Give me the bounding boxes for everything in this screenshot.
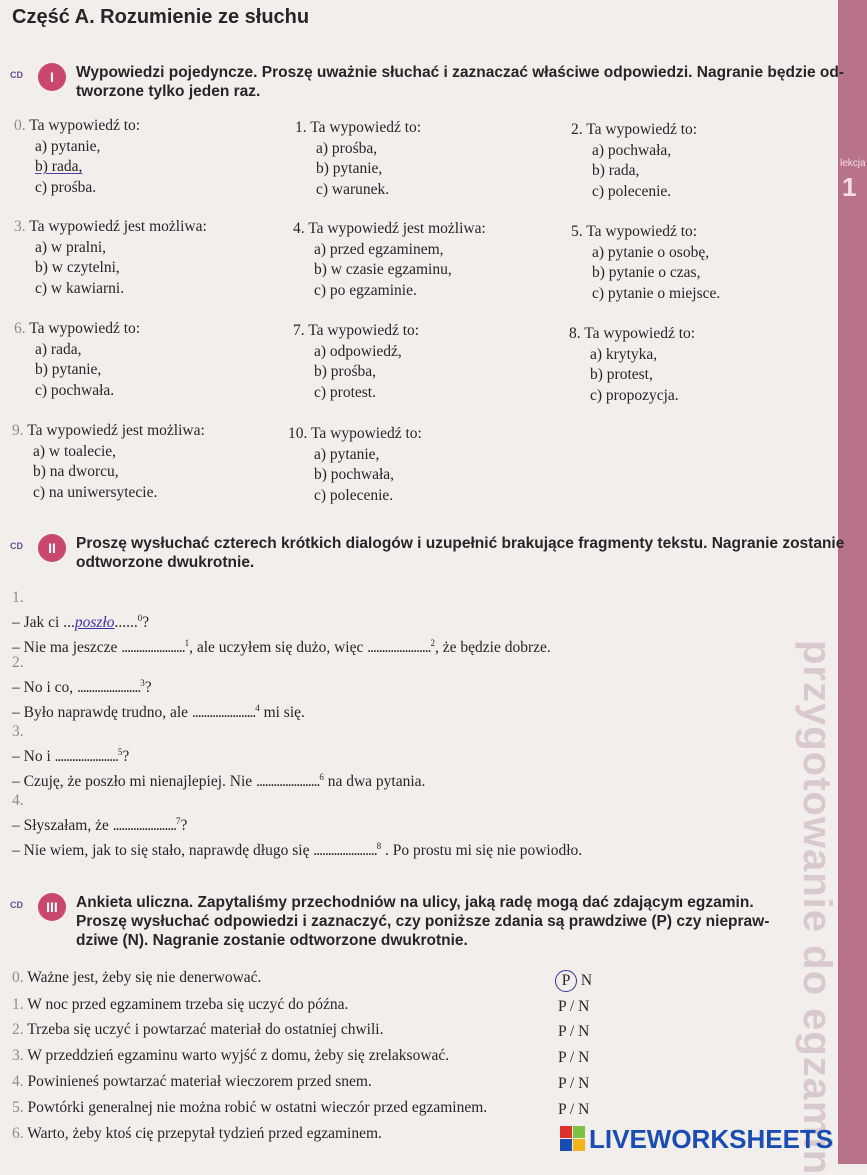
gap-number: 0 bbox=[137, 613, 143, 623]
question-stem: Ta wypowiedź to: bbox=[310, 119, 422, 136]
option-c[interactable]: c) pytanie o miejsce. bbox=[592, 284, 721, 302]
question-number: 7. bbox=[293, 322, 305, 339]
dialog-line bbox=[12, 608, 551, 633]
option-c[interactable]: c) po egzaminie. bbox=[314, 281, 417, 299]
dialog-1 bbox=[12, 587, 551, 658]
pn-choice-2[interactable]: P / N bbox=[558, 1023, 590, 1040]
gap-number: 7 bbox=[175, 816, 181, 826]
question-0 bbox=[14, 116, 140, 198]
pn-choice-1[interactable]: P / N bbox=[558, 998, 590, 1015]
statement-number: 0. bbox=[12, 969, 24, 986]
question-7 bbox=[293, 321, 419, 403]
dialog-text: – Nie wiem, jak to się stało, naprawdę długo się bbox=[12, 842, 314, 860]
answer-gap-6[interactable]: ...................... bbox=[256, 773, 320, 791]
dialog-3 bbox=[12, 721, 425, 792]
gap-number: 3 bbox=[140, 678, 145, 688]
question-6 bbox=[14, 319, 140, 401]
option-c[interactable]: c) polecenie. bbox=[592, 182, 672, 200]
question-4 bbox=[293, 219, 486, 301]
question-stem: Ta wypowiedź to: bbox=[586, 121, 698, 138]
question-number: 4. bbox=[293, 220, 305, 237]
p-option-circled[interactable]: P bbox=[555, 970, 577, 992]
question-stem: Ta wypowiedź jest możliwa: bbox=[29, 218, 207, 235]
statement-number: 4. bbox=[12, 1073, 24, 1090]
statement-2 bbox=[12, 1020, 552, 1040]
option-c[interactable]: c) protest. bbox=[314, 383, 376, 401]
cd-icon: CD bbox=[10, 541, 23, 551]
statement-text: W noc przed egzaminem trzeba się uczyć do późna. bbox=[27, 996, 349, 1013]
instruction-line: Proszę wysłuchać czterech krótkich dialogów i uzupełnić brakujące fragmenty tekstu. Nagranie zostanie bbox=[76, 535, 845, 552]
dialog-text: ? bbox=[144, 679, 152, 697]
statement-5 bbox=[12, 1098, 552, 1118]
answer-gap-8[interactable]: ...................... bbox=[313, 842, 377, 860]
answer-gap-0[interactable]: poszło bbox=[74, 614, 115, 632]
section-1-header bbox=[10, 63, 844, 101]
liveworksheets-watermark bbox=[560, 1124, 833, 1155]
option-a[interactable]: a) przed egzaminem, bbox=[314, 240, 444, 258]
watermark-text: LIVEWORKSHEETS bbox=[589, 1124, 834, 1154]
question-stem: Ta wypowiedź to: bbox=[584, 325, 696, 342]
question-8 bbox=[569, 324, 695, 406]
dialog-text: . Po prostu mi się nie powiodło. bbox=[381, 842, 583, 860]
pn-choice-3[interactable]: P / N bbox=[558, 1049, 590, 1066]
dialog-number: 3. bbox=[12, 723, 24, 740]
option-c[interactable]: c) w kawiarni. bbox=[35, 279, 125, 297]
option-a[interactable]: a) pytanie, bbox=[314, 445, 380, 463]
dialog-text: , ale uczyłem się dużo, więc bbox=[189, 639, 368, 657]
option-c[interactable]: c) polecenie. bbox=[314, 486, 394, 504]
option-b[interactable]: b) w czasie egzaminu, bbox=[314, 261, 452, 278]
section-number-badge: III bbox=[38, 893, 66, 921]
option-b[interactable]: b) prośba, bbox=[314, 363, 376, 380]
option-a[interactable]: a) pytanie, bbox=[35, 137, 101, 155]
statement-0 bbox=[12, 968, 552, 988]
n-option[interactable]: N bbox=[580, 972, 593, 989]
gap-number: 8 bbox=[376, 841, 382, 852]
section-2-header bbox=[10, 534, 844, 572]
lesson-tab-label: lekcja bbox=[840, 158, 866, 169]
answer-gap-5[interactable]: ...................... bbox=[54, 748, 118, 766]
statement-number: 3. bbox=[12, 1047, 24, 1064]
statement-number: 6. bbox=[12, 1125, 24, 1142]
question-stem: Ta wypowiedź to: bbox=[310, 425, 422, 442]
option-b[interactable]: b) pochwała, bbox=[314, 466, 395, 483]
dialog-text: – Słyszałam, że bbox=[12, 817, 113, 835]
option-b[interactable]: b) pytanie, bbox=[35, 361, 102, 378]
dialog-text: ? bbox=[122, 748, 130, 766]
option-c[interactable]: c) pochwała. bbox=[35, 381, 115, 399]
dialog-text: – No i bbox=[12, 748, 55, 766]
dialog-text: – Było naprawdę trudno, ale bbox=[12, 704, 192, 722]
page-title: Część A. Rozumienie ze słuchu bbox=[12, 6, 310, 28]
dialog-2 bbox=[12, 652, 305, 723]
dialog-number: 2. bbox=[12, 654, 24, 671]
statement-text: Powtórki generalnej nie można robić w ostatni wieczór przed egzaminem. bbox=[27, 1099, 488, 1116]
instruction-line: Wypowiedzi pojedyncze. Proszę uważnie słuchać i zaznaczać właściwe odpowiedzi. Nagranie będzie od- bbox=[76, 64, 845, 81]
question-stem: Ta wypowiedź to: bbox=[586, 223, 698, 240]
section-3-instruction bbox=[76, 893, 769, 950]
option-a[interactable]: a) pytanie o osobę, bbox=[592, 243, 710, 261]
instruction-line: dziwe (N). Nagranie zostanie odtworzone dwukrotnie. bbox=[76, 932, 468, 949]
dialog-text: – Nie ma jeszcze bbox=[12, 639, 122, 657]
dialog-line bbox=[12, 673, 305, 698]
option-b[interactable]: b) pytanie o czas, bbox=[592, 264, 701, 281]
instruction-line: tworzone tylko jeden raz. bbox=[76, 83, 261, 100]
option-a[interactable]: a) w toalecie, bbox=[33, 442, 117, 460]
dialog-text: na dwa pytania. bbox=[323, 773, 426, 791]
option-b-selected[interactable]: b) rada, bbox=[35, 158, 83, 175]
answer-gap-3[interactable]: ...................... bbox=[77, 679, 141, 697]
gap-number: 4 bbox=[255, 703, 260, 714]
cd-icon: CD bbox=[10, 70, 23, 80]
statement-number: 2. bbox=[12, 1021, 24, 1038]
question-3 bbox=[14, 217, 207, 299]
dialog-number: 4. bbox=[12, 792, 24, 809]
dialog-text: ? bbox=[142, 614, 150, 632]
option-a[interactable]: a) odpowiedź, bbox=[314, 342, 402, 360]
option-a[interactable]: a) rada, bbox=[35, 340, 82, 358]
section-number-badge: I bbox=[38, 63, 66, 91]
question-stem: Ta wypowiedź jest możliwa: bbox=[308, 220, 486, 237]
option-b[interactable]: b) w czytelni, bbox=[35, 259, 120, 276]
question-number: 6. bbox=[14, 320, 26, 337]
question-stem: Ta wypowiedź to: bbox=[308, 322, 420, 339]
option-b[interactable]: b) protest, bbox=[590, 366, 653, 383]
option-a[interactable]: a) prośba, bbox=[316, 139, 378, 157]
dialog-text: ? bbox=[180, 817, 188, 835]
question-1 bbox=[295, 118, 421, 200]
statement-1 bbox=[12, 995, 552, 1015]
lesson-tab-number: 1 bbox=[842, 172, 857, 202]
gap-number: 2 bbox=[430, 638, 435, 649]
section-1-instruction bbox=[76, 63, 844, 101]
option-a[interactable]: a) w pralni, bbox=[35, 238, 107, 256]
dialog-text: mi się. bbox=[259, 704, 305, 722]
gap-number: 6 bbox=[319, 772, 324, 783]
question-number: 0. bbox=[14, 117, 26, 134]
question-number: 3. bbox=[14, 218, 26, 235]
question-stem: Ta wypowiedź to: bbox=[29, 117, 141, 134]
instruction-line: Ankieta uliczna. Zapytaliśmy przechodniów na ulicy, jaką radę mogą dać zdającym egzamin. bbox=[76, 894, 754, 911]
instruction-line: odtworzone dwukrotnie. bbox=[76, 554, 255, 571]
section-2-instruction bbox=[76, 534, 844, 572]
question-2 bbox=[571, 120, 697, 202]
gap-number: 1 bbox=[184, 638, 190, 649]
question-10 bbox=[288, 424, 422, 506]
pn-choice-0 bbox=[558, 970, 592, 992]
vertical-banner-text: przygotowanie do egzamin bbox=[795, 640, 839, 1175]
statement-text: Trzeba się uczyć i powtarzać materiał do ostatniej chwili. bbox=[27, 1021, 384, 1038]
question-number: 10. bbox=[288, 425, 308, 442]
question-stem: Ta wypowiedź jest możliwa: bbox=[27, 422, 205, 439]
dialog-text: – Czuję, że poszło mi nienajlepiej. Nie bbox=[12, 773, 257, 791]
question-9 bbox=[12, 421, 205, 503]
section-number-badge: II bbox=[38, 534, 66, 562]
pn-choice-5[interactable]: P / N bbox=[558, 1101, 590, 1118]
question-5 bbox=[571, 222, 720, 304]
question-number: 8. bbox=[569, 325, 581, 342]
statement-text: Powinieneś powtarzać materiał wieczorem przed snem. bbox=[27, 1073, 372, 1090]
statement-number: 1. bbox=[12, 996, 24, 1013]
option-c[interactable]: c) propozycja. bbox=[590, 386, 679, 404]
section-3-header bbox=[10, 893, 769, 950]
option-c[interactable]: c) na uniwersytecie. bbox=[33, 483, 158, 501]
answer-gap-1[interactable]: ...................... bbox=[121, 639, 185, 657]
statement-text: Warto, żeby ktoś cię przepytał tydzień przed egzaminem. bbox=[27, 1125, 382, 1142]
instruction-line: Proszę wysłuchać odpowiedzi i zaznaczyć, czy poniższe zdania są prawdziwe (P) czy niepraw- bbox=[76, 913, 770, 930]
answer-gap-2[interactable]: ...................... bbox=[367, 639, 431, 657]
answer-gap-4[interactable]: ...................... bbox=[191, 704, 256, 722]
option-c[interactable]: c) prośba. bbox=[35, 178, 97, 196]
gap-dots: ...... bbox=[114, 614, 138, 632]
pn-choice-4[interactable]: P / N bbox=[558, 1075, 590, 1092]
statement-text: Ważne jest, żeby się nie denerwować. bbox=[27, 969, 262, 986]
vertical-banner bbox=[780, 640, 840, 1175]
dialog-line bbox=[12, 698, 305, 723]
cd-icon: CD bbox=[10, 900, 23, 910]
option-c[interactable]: c) warunek. bbox=[316, 180, 390, 198]
statement-number: 5. bbox=[12, 1099, 24, 1116]
statement-4 bbox=[12, 1072, 552, 1092]
option-b[interactable]: b) na dworcu, bbox=[33, 463, 119, 480]
statement-3 bbox=[12, 1046, 552, 1066]
answer-gap-7[interactable]: ...................... bbox=[112, 817, 176, 835]
question-number: 9. bbox=[12, 422, 24, 439]
statement-6 bbox=[12, 1124, 552, 1144]
dialog-line bbox=[12, 742, 425, 767]
question-number: 2. bbox=[571, 121, 583, 138]
option-b[interactable]: b) pytanie, bbox=[316, 160, 383, 177]
dialog-text: , że będzie dobrze. bbox=[435, 639, 551, 657]
dialog-4 bbox=[12, 790, 582, 861]
dialog-line bbox=[12, 811, 582, 836]
dialog-text: – Jak ci ... bbox=[12, 614, 75, 632]
statement-text: W przeddzień egzaminu warto wyjść z domu, żeby się zrelaksować. bbox=[27, 1047, 450, 1064]
dialog-line bbox=[12, 767, 425, 792]
question-number: 1. bbox=[295, 119, 307, 136]
question-number: 5. bbox=[571, 223, 583, 240]
option-a[interactable]: a) krytyka, bbox=[590, 345, 658, 363]
option-a[interactable]: a) pochwała, bbox=[592, 141, 672, 159]
dialog-number: 1. bbox=[12, 589, 24, 606]
dialog-text: – No i co, bbox=[12, 679, 78, 697]
question-stem: Ta wypowiedź to: bbox=[29, 320, 141, 337]
option-b[interactable]: b) rada, bbox=[592, 162, 640, 179]
gap-number: 5 bbox=[117, 747, 123, 757]
liveworksheets-logo-icon bbox=[560, 1126, 586, 1152]
dialog-line bbox=[12, 836, 582, 861]
